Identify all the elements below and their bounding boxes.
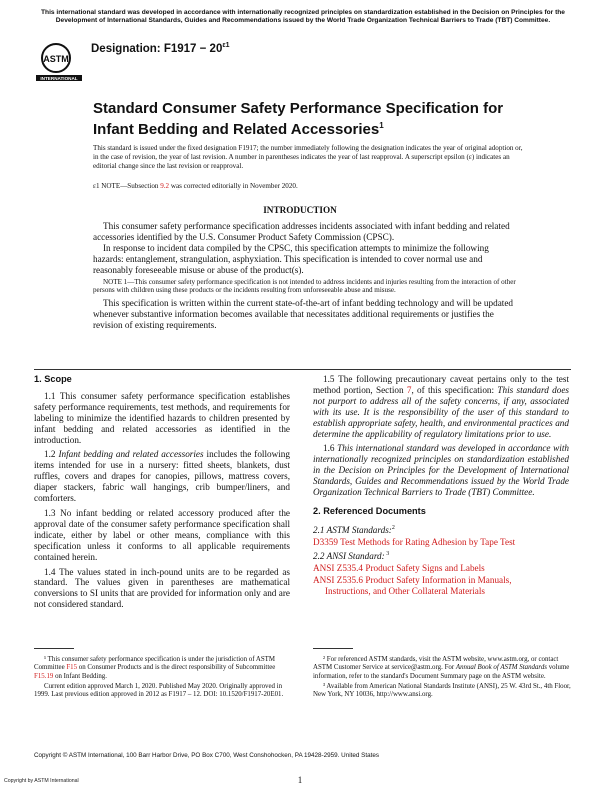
reference-d3359[interactable]: D3359 Test Methods for Rating Adhesion by Tape Test (313, 536, 516, 547)
section-1-3: 1.3 No infant bedding or related accessory produced after the approval date of the consumer safety performance specification shall indicate, either by label or other means, compliance with this specification unless it conforms to all applicable requirements contained herein. (34, 507, 290, 562)
page-number: 1 (297, 775, 303, 785)
svg-text:INTERNATIONAL: INTERNATIONAL (40, 76, 78, 81)
referenced-documents-heading: 2. Referenced Documents (313, 505, 426, 516)
svg-text:ASTM: ASTM (43, 54, 69, 64)
footnotes-left (34, 656, 292, 701)
designation: Designation: $F1917 - 20^{\varepsilon 1}$ (91, 42, 230, 55)
scope-heading: 1. Scope (34, 374, 72, 384)
footnote-1: ¹ This consumer safety performance specification is under the jurisdiction of ASTM Committee F15 on Consumer Products and is the direct responsibility of Subcommittee F15.19 on Infant Bedding. (34, 656, 276, 680)
intro-paragraph: This consumer safety performance specification addresses incidents associated with infant bedding and related accessories identified by the U.S. Consumer Product Safety Commission (CPSC). (93, 221, 510, 242)
right-column (313, 374, 569, 597)
section-1-6: 1.6 This international standard was developed in accordance with internationally recognized principles on standardization established in the Decision on Principles for the Development of International Standards, Guides and Recommendations issued by the World Trade Organization Technical Barriers to Trade (TBT) Committee. (313, 443, 569, 498)
astm-logo (34, 40, 84, 84)
intro-note: NOTE 1—This consumer safety performance specification is not intended to address incidents and injuries resulting from the interaction of other persons with children using these products or the incidents resulting from unforeseeable abuse and misuse. (93, 277, 516, 295)
intro-paragraph: This specification is written within the current state-of-the-art of infant bedding technology and will be updated whenever substantive information becomes available that necessitates additional requirements or justifies the revision of existing requirements. (93, 298, 513, 330)
section-1-4: 1.4 The values stated in inch-pound units are to be regarded as standard. The values given in parentheses are mathematical conversions to SI units that are provided for information only and are not considered standard. (34, 566, 290, 610)
left-column (34, 374, 290, 614)
footnote-rule (34, 648, 74, 649)
reference-z535-4[interactable]: ANSI Z535.4 Product Safety Signs and Labels (313, 562, 485, 573)
section-7-link[interactable]: 7 (406, 384, 412, 395)
tbt-notice: This international standard was developed in accordance with internationally recognized principles on standardization established in the Decision on Principles for the Development of International Standards, Guides and Recommendations issued by the World Trade Organization Technical Barriers to Trade (TBT) Committee. (41, 9, 565, 25)
reference-z535-6[interactable]: ANSI Z535.6 Product Safety Information in Manuals, Instructions, and Other Collateral Materials (313, 574, 512, 596)
committee-link[interactable]: F15 (66, 664, 78, 672)
copyright-corner: Copyright by ASTM International (4, 778, 79, 784)
astm-standards-label: 2.1 ASTM Standards:$^2$ (313, 524, 395, 535)
footnote-1-approval: Current edition approved March 1, 2020. Published May 2020. Originally approved in 1999. Last previous edition approved in 2012 as F1917 – 12. DOI: 10.1520/F1917-20E01. (34, 682, 284, 699)
copyright-footer: Copyright © ASTM International, 100 Barr Harbor Drive, PO Box C700, West Conshohocken, PA 19428-2959. United States (34, 752, 379, 759)
section-divider (34, 369, 571, 370)
section-1-2: 1.2 Infant bedding and related accessories includes the following items intended for use in a nursery: fitted sheets, blankets, dust ruffles, covers and drapes for canopies, pillows, mattress covers, diaper stackers, fabric wall hangings, crib bumper/liners, and comforters. (34, 449, 290, 504)
subcommittee-link[interactable]: F15.19 (34, 672, 54, 680)
footnotes-right (313, 656, 571, 701)
introduction-heading: INTRODUCTION (263, 205, 337, 215)
subsection-link[interactable]: 9.2 (160, 182, 170, 190)
intro-paragraph: In response to incident data compiled by the CPSC, this specification attempts to minimize the following hazards: entanglement, strangulation, asphyxiation. This specification is intended to cover normal use and reasonably foreseeable misuse or abuse of the product(s). (93, 242, 489, 275)
introduction (93, 221, 517, 331)
issue-statement: This standard is issued under the fixed designation F1917; the number immediately following the designation indicates the year of original adoption or, in the case of revision, the year of last revision. A number in parentheses indicates the year of last reapproval. A superscript epsilon (ε) indicates an editorial change since the last revision or reapproval. (93, 144, 523, 170)
document-title: Standard Consumer Safety Performance Specification for Infant Bedding and Related Accessories$^1$ (93, 100, 504, 138)
footnote-2: ² For referenced ASTM standards, visit the ASTM website, www.astm.org, or contact ASTM Customer Service at service@astm.org. For Annual Book of ASTM Standards volume information, refer to the standard's Document Summary page on the ASTM website. (313, 656, 570, 680)
editorial-note: ε1 NOTE—Subsection 9.2 was corrected editorially in November 2020. (93, 182, 298, 190)
section-1-5: 1.5 The following precautionary caveat pertains only to the test method portion, Section 7, of this specification: This standard does not purport to address all of the safety concerns, if any, associated with its use. It is the responsibility of the user of this standard to establish appropriate safety, health, and environmental practices and determine the applicability of regulatory limitations prior to use. (313, 374, 569, 439)
ansi-standard-label: 2.2 ANSI Standard: $^3$ (313, 550, 390, 561)
footnote-3: ³ Available from American National Standards Institute (ANSI), 25 W. 43rd St., 4th Floor, New York, NY 10036, http://www.ansi.org. (313, 682, 571, 699)
section-1-1: 1.1 This consumer safety performance specification establishes safety performance requirements, test methods, and requirements for labeling to minimize the identified hazards to children presented by infant bedding and related accessories as identified in the introduction. (34, 390, 290, 445)
footnote-rule (313, 648, 353, 649)
